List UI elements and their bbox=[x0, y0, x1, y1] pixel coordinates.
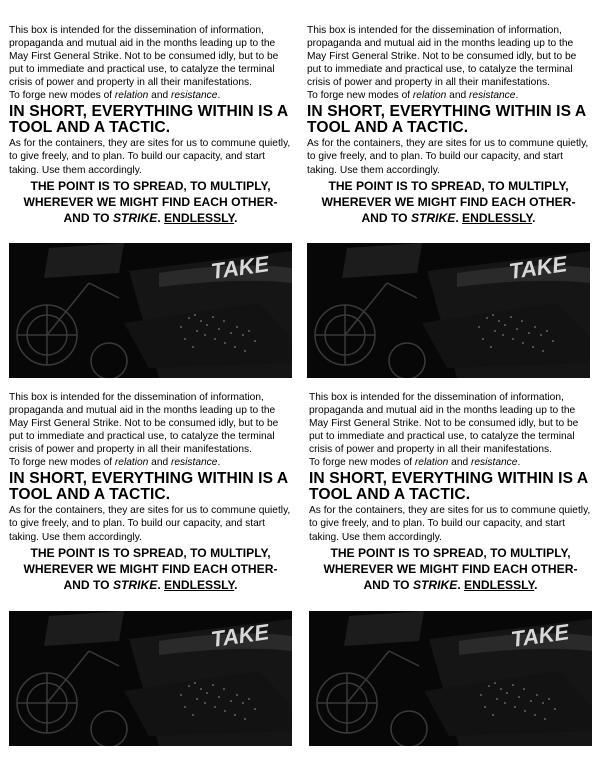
intro-resistance-word: resistance bbox=[469, 90, 516, 102]
strike-word: STRIKE bbox=[410, 210, 456, 225]
intro-and-word: and bbox=[446, 90, 469, 102]
strike-word: STRIKE bbox=[112, 577, 158, 592]
point-paragraph bbox=[307, 178, 590, 226]
intro-period: . bbox=[515, 90, 519, 102]
take-graffiti-text: TAKE bbox=[507, 251, 569, 285]
point-period: . bbox=[534, 577, 538, 592]
intro-period: . bbox=[217, 90, 221, 102]
intro-paragraph bbox=[9, 391, 292, 470]
flyer-top-right bbox=[307, 24, 590, 226]
intro-period: . bbox=[217, 457, 221, 469]
intro-period: . bbox=[517, 457, 521, 469]
intro-paragraph bbox=[309, 391, 592, 470]
take-box-photo bbox=[9, 243, 292, 378]
take-box-photo-svg bbox=[307, 243, 590, 378]
intro-relation-word: relation bbox=[412, 90, 447, 102]
intro-text: This box is intended for the dissemination of information, propaganda and mutual aid in the months leading up to the May First General Strike. Not to be consumed idly, but to be put to immediate and practical use, to catalyze the terminal crisis of power and property in all their manifestations. bbox=[9, 25, 279, 89]
point-text: THE POINT IS TO SPREAD, TO MULTIPLY, WHEREVER WE MIGHT FIND EACH OTHER- AND TO bbox=[23, 178, 278, 225]
intro-text: This box is intended for the dissemination of information, propaganda and mutual aid in the months leading up to the May First General Strike. Not to be consumed idly, but to be put to immediate and practical use, to catalyze the terminal crisis of power and property in all their manifestations. bbox=[307, 25, 577, 89]
intro-relation-word: relation bbox=[114, 90, 149, 102]
intro-and-word: and bbox=[148, 457, 171, 469]
intro-text: This box is intended for the dissemination of information, propaganda and mutual aid in the months leading up to the May First General Strike. Not to be consumed idly, but to be put to immediate and practical use, to catalyze the terminal crisis of power and property in all their manifestations. bbox=[309, 392, 579, 456]
headline: IN SHORT, EVERYTHING WITHIN IS A TOOL AND A TACTIC. bbox=[9, 102, 288, 136]
point-paragraph bbox=[9, 545, 292, 593]
intro-resistance-word: resistance bbox=[171, 90, 218, 102]
point-paragraph bbox=[309, 545, 592, 593]
intro-forge-text: To forge new modes of bbox=[9, 457, 115, 469]
intro-and-word: and bbox=[148, 90, 171, 102]
endlessly-word: ENDLESSLY bbox=[464, 577, 535, 592]
containers-paragraph: As for the containers, they are sites for us to commune quietly, to give freely, and to plan. To build our capacity, and start taking. Use them accordingly. bbox=[307, 138, 589, 176]
intro-resistance-word: resistance bbox=[171, 457, 218, 469]
intro-relation-word: relation bbox=[414, 457, 449, 469]
point-text: THE POINT IS TO SPREAD, TO MULTIPLY, WHEREVER WE MIGHT FIND EACH OTHER- AND TO bbox=[321, 178, 576, 225]
take-box-photo-svg bbox=[9, 611, 292, 746]
point-text: THE POINT IS TO SPREAD, TO MULTIPLY, WHEREVER WE MIGHT FIND EACH OTHER- AND TO bbox=[323, 545, 578, 592]
take-box-photo-svg bbox=[309, 611, 592, 746]
containers-paragraph: As for the containers, they are sites for us to commune quietly, to give freely, and to plan. To build our capacity, and start taking. Use them accordingly. bbox=[309, 505, 591, 543]
intro-forge-text: To forge new modes of bbox=[9, 90, 115, 102]
intro-forge-text: To forge new modes of bbox=[307, 90, 413, 102]
headline: IN SHORT, EVERYTHING WITHIN IS A TOOL AND A TACTIC. bbox=[309, 469, 588, 503]
point-period: . bbox=[532, 210, 536, 225]
take-box-photo bbox=[309, 611, 592, 746]
intro-resistance-word: resistance bbox=[471, 457, 518, 469]
endlessly-word: ENDLESSLY bbox=[462, 210, 533, 225]
strike-word: STRIKE bbox=[412, 577, 458, 592]
flyer-bottom-right bbox=[309, 391, 592, 593]
point-separator: . bbox=[157, 210, 165, 225]
intro-text: This box is intended for the dissemination of information, propaganda and mutual aid in the months leading up to the May First General Strike. Not to be consumed idly, but to be put to immediate and practical use, to catalyze the terminal crisis of power and property in all their manifestations. bbox=[9, 392, 279, 456]
endlessly-word: ENDLESSLY bbox=[164, 210, 235, 225]
take-box-photo bbox=[9, 611, 292, 746]
flyer-top-left bbox=[9, 24, 292, 226]
take-graffiti-text: TAKE bbox=[509, 619, 571, 653]
take-graffiti-text: TAKE bbox=[209, 619, 271, 653]
intro-and-word: and bbox=[448, 457, 471, 469]
containers-paragraph: As for the containers, they are sites for us to commune quietly, to give freely, and to plan. To build our capacity, and start taking. Use them accordingly. bbox=[9, 505, 291, 543]
headline: IN SHORT, EVERYTHING WITHIN IS A TOOL AND A TACTIC. bbox=[9, 469, 288, 503]
take-graffiti-text: TAKE bbox=[209, 251, 271, 285]
point-paragraph bbox=[9, 178, 292, 226]
intro-forge-text: To forge new modes of bbox=[309, 457, 415, 469]
intro-paragraph bbox=[307, 24, 590, 103]
point-text: THE POINT IS TO SPREAD, TO MULTIPLY, WHEREVER WE MIGHT FIND EACH OTHER- AND TO bbox=[23, 545, 278, 592]
intro-relation-word: relation bbox=[114, 457, 149, 469]
containers-paragraph: As for the containers, they are sites for us to commune quietly, to give freely, and to plan. To build our capacity, and start taking. Use them accordingly. bbox=[9, 138, 291, 176]
point-period: . bbox=[234, 210, 238, 225]
point-separator: . bbox=[455, 210, 463, 225]
strike-word: STRIKE bbox=[112, 210, 158, 225]
take-box-photo-svg bbox=[9, 243, 292, 378]
point-period: . bbox=[234, 577, 238, 592]
flyer-bottom-left bbox=[9, 391, 292, 593]
endlessly-word: ENDLESSLY bbox=[164, 577, 235, 592]
headline: IN SHORT, EVERYTHING WITHIN IS A TOOL AND A TACTIC. bbox=[307, 102, 586, 136]
point-separator: . bbox=[457, 577, 465, 592]
intro-paragraph bbox=[9, 24, 292, 103]
take-box-photo bbox=[307, 243, 590, 378]
point-separator: . bbox=[157, 577, 165, 592]
